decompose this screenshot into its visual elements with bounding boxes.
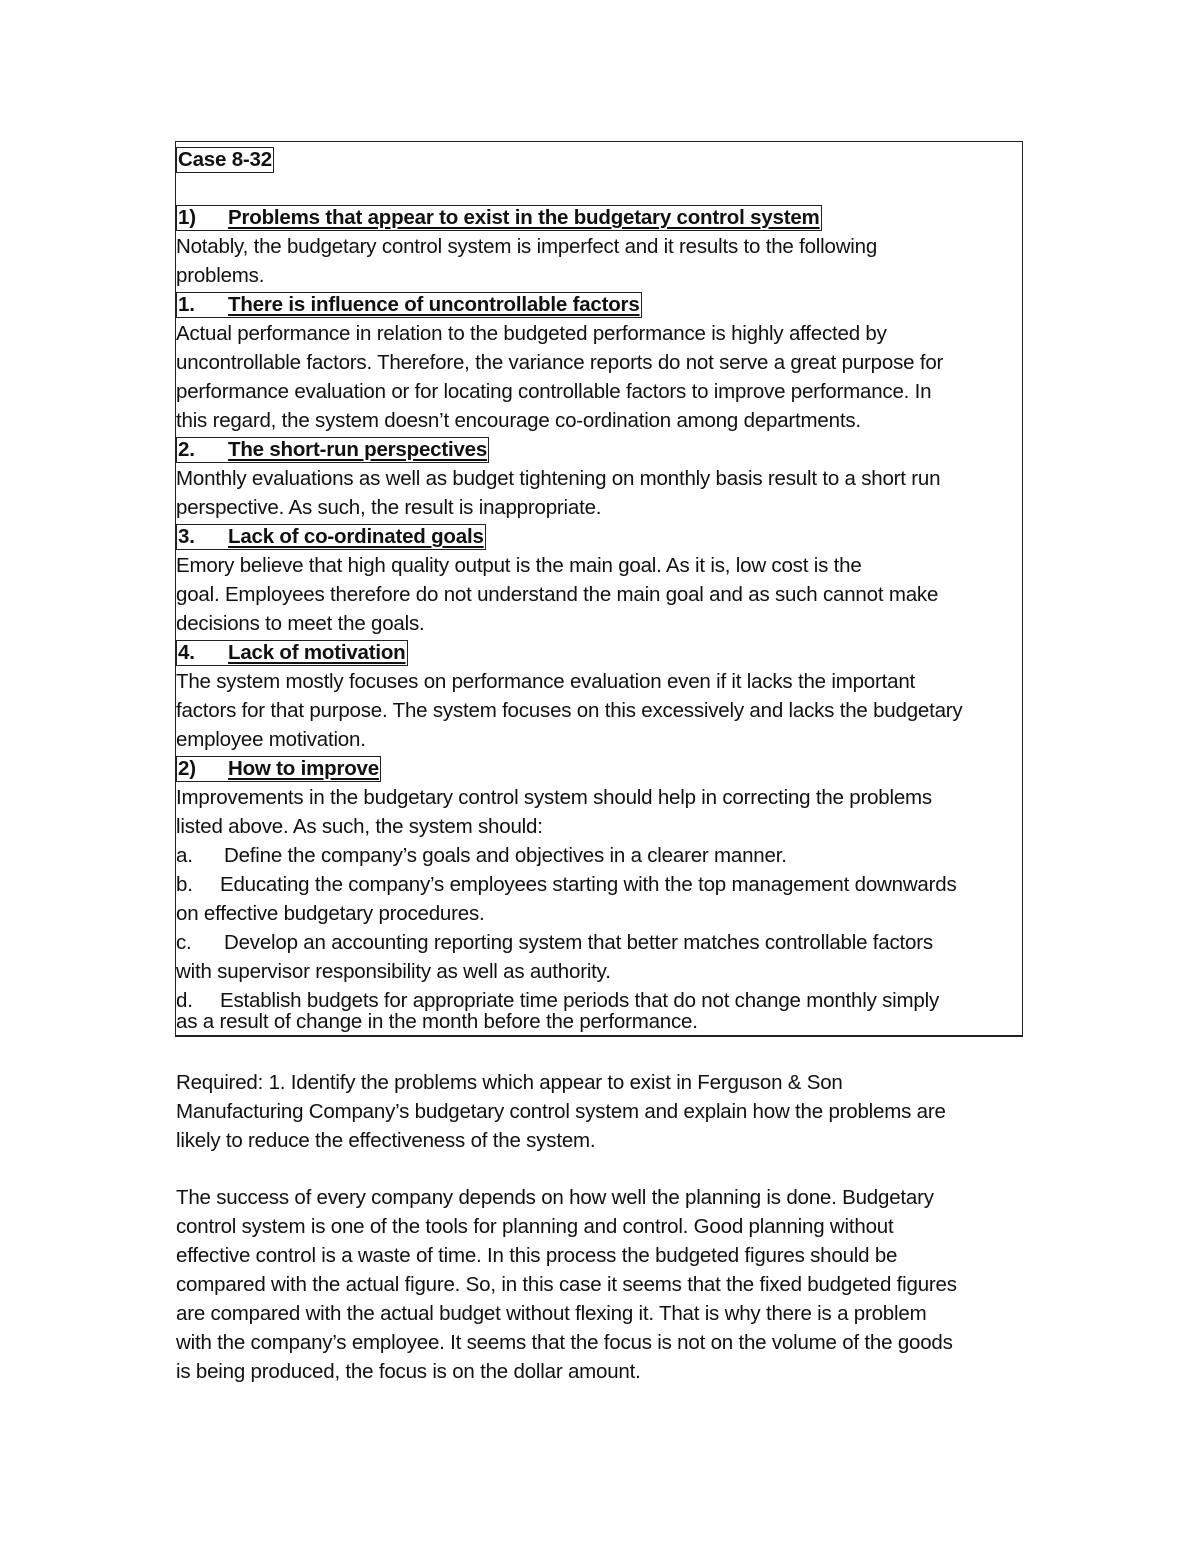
required-line: Required: 1. Identify the problems which appear to exist in Ferguson & Son [176, 1071, 843, 1094]
problem-1-text-line: uncontrollable factors. Therefore, the variance reports do not serve a great purpose for [176, 351, 944, 374]
problem-2-heading-line [176, 435, 489, 464]
problem-4-text-line: factors for that purpose. The system focuses on this excessively and lacks the budgetary [176, 699, 963, 722]
item-text: Establish budgets for appropriate time periods that do not change monthly simply [220, 989, 939, 1012]
item-letter: c. [176, 931, 192, 954]
answer-line: The success of every company depends on how well the planning is done. Budgetary [176, 1186, 934, 1209]
required-line: Manufacturing Company’s budgetary control system and explain how the problems are [176, 1100, 946, 1123]
item-letter: d. [176, 989, 193, 1012]
item-letter: a. [176, 844, 193, 867]
answer-line: is being produced, the focus is on the dollar amount. [176, 1360, 641, 1383]
problem-4-heading-box [176, 640, 408, 666]
section-1-intro-line: problems. [176, 264, 265, 287]
answer-paragraph [176, 1183, 1036, 1386]
problem-3-heading-box [176, 524, 486, 550]
answer-line: are compared with the actual budget without flexing it. That is why there is a problem [176, 1302, 927, 1325]
problem-4-text-line: employee motivation. [176, 728, 366, 751]
section-1-intro-line: Notably, the budgetary control system is imperfect and it results to the following [176, 235, 878, 258]
improvement-item-b-cont: on effective budgetary procedures. [176, 902, 485, 925]
case-answer-box [175, 141, 1023, 1037]
problem-4-text-line: The system mostly focuses on performance evaluation even if it lacks the important [176, 670, 916, 693]
problem-1-heading-box [176, 292, 642, 318]
section-2-intro-line: Improvements in the budgetary control system should help in correcting the problems [176, 786, 932, 809]
item-text: Educating the company’s employees starting with the top management downwards [220, 873, 957, 896]
problem-3-text-line: Emory believe that high quality output is the main goal. As it is, low cost is the [176, 554, 862, 577]
problem-4-heading-line [176, 638, 408, 667]
problem-2-text-line: perspective. As such, the result is inappropriate. [176, 496, 602, 519]
section-1-number: 1) [178, 206, 196, 229]
item-text: Develop an accounting reporting system that better matches controllable factors [224, 931, 933, 954]
section-1-heading-line [176, 203, 822, 232]
problem-2-number: 2. [178, 438, 195, 461]
problem-1-number: 1. [178, 293, 195, 316]
problem-3-heading-line [176, 522, 486, 551]
required-line: likely to reduce the effectiveness of the system. [176, 1129, 596, 1152]
section-2-number: 2) [178, 757, 196, 780]
improvement-item-a [176, 841, 787, 870]
improvement-item-d-cont: as a result of change in the month before the performance. [176, 1010, 698, 1033]
problem-3-text-line: goal. Employees therefore do not understand the main goal and as such cannot make [176, 583, 939, 606]
item-text: Define the company’s goals and objectives in a clearer manner. [224, 844, 787, 867]
item-letter: b. [176, 873, 193, 896]
section-1-heading: Problems that appear to exist in the budgetary control system [228, 206, 820, 229]
answer-line: compared with the actual figure. So, in this case it seems that the fixed budgeted figures [176, 1273, 957, 1296]
improvement-item-c [176, 928, 933, 957]
answer-line: with the company’s employee. It seems that the focus is not on the volume of the goods [176, 1331, 953, 1354]
problem-3-number: 3. [178, 525, 195, 548]
problem-1-text-line: Actual performance in relation to the budgeted performance is highly affected by [176, 322, 887, 345]
problem-1-text-line: performance evaluation or for locating controllable factors to improve performance. In [176, 380, 932, 403]
section-2-heading: How to improve [228, 757, 379, 780]
problem-4-number: 4. [178, 641, 195, 664]
problem-2-heading-box [176, 437, 489, 463]
answer-line: control system is one of the tools for planning and control. Good planning without [176, 1215, 894, 1238]
problem-2-heading: The short-run perspectives [228, 438, 488, 461]
problem-1-heading-line [176, 290, 642, 319]
case-title: Case 8-32 [178, 148, 272, 171]
section-1-heading-box [176, 205, 822, 231]
problem-1-text-line: this regard, the system doesn’t encourage co-ordination among departments. [176, 409, 861, 432]
improvement-item-c-cont: with supervisor responsibility as well as authority. [176, 960, 611, 983]
problem-3-text-line: decisions to meet the goals. [176, 612, 425, 635]
improvement-item-b [176, 870, 957, 899]
section-2-heading-line [176, 754, 381, 783]
case-title-line [176, 145, 274, 174]
problem-4-heading: Lack of motivation [228, 641, 406, 664]
section-2-intro-line: listed above. As such, the system should: [176, 815, 543, 838]
answer-line: effective control is a waste of time. In this process the budgeted figures should be [176, 1244, 898, 1267]
problem-1-heading: There is influence of uncontrollable factors [228, 293, 640, 316]
section-2-heading-box [176, 756, 381, 782]
problem-2-text-line: Monthly evaluations as well as budget tightening on monthly basis result to a short run [176, 467, 941, 490]
problem-3-heading: Lack of co-ordinated goals [228, 525, 484, 548]
required-paragraph [176, 1068, 1036, 1155]
